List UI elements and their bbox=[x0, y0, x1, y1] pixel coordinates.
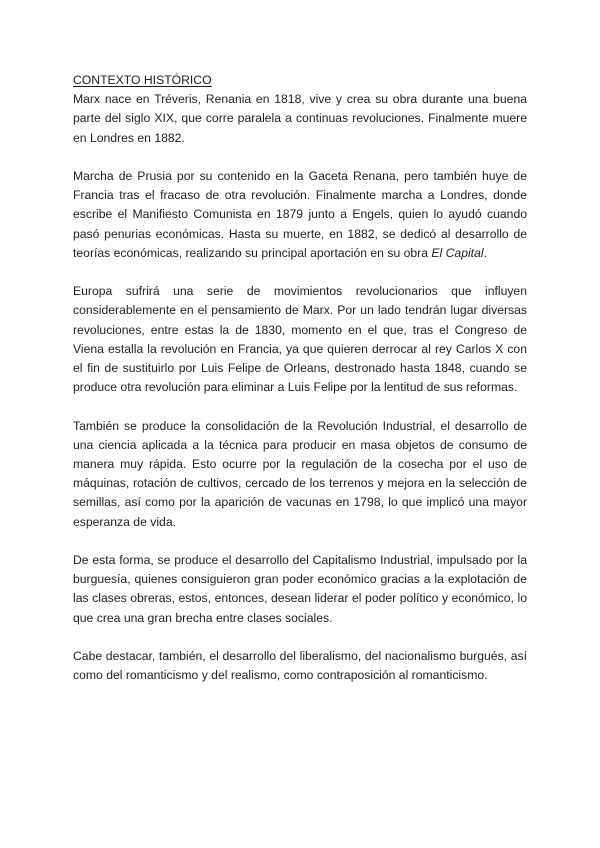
paragraph-4-text: También se produce la consolidación de la Revolución Industrial, el desarrollo de una ciencia aplicada a la técnica para producir en masa objetos de consumo de manera muy rápida. Esto ocurre por la regulación de la cosecha por el uso de máquinas, rotación de cultivos, cercado de los terrenos y mejora en la selección de semillas, así como por la aparición de vacunas en 1798, lo que implicó una mayor esperanza de vida. bbox=[73, 418, 527, 529]
paragraph-1 bbox=[73, 90, 527, 148]
paragraph-5 bbox=[73, 551, 527, 628]
paragraph-6 bbox=[73, 647, 527, 685]
book-title: El Capital bbox=[431, 245, 484, 260]
paragraph-2-end: . bbox=[483, 245, 487, 260]
paragraph-1-text: Marx nace en Tréveris, Renania en 1818, vive y crea su obra durante una buena parte del siglo XIX, que corre paralela a continuas revoluciones. Finalmente muere en Londres en 1882. bbox=[73, 92, 527, 145]
paragraph-3-text: Europa sufrirá una serie de movimientos revolucionarios que influyen considerablemente en el pensamiento de Marx. Por un lado tendrán lugar diversas revoluciones, entre estas la de 1830, momento en el que, tras el Congreso de Viena estalla la revolución en Francia, ya que quieren derrocar al rey Carlos X con el fin de sustituirlo por Luis Felipe de Orleans, destronado hasta 1848, cuando se produce otra revolución para eliminar a Luis Felipe por la lentitud de sus reformas. bbox=[73, 284, 527, 395]
paragraph-3 bbox=[73, 282, 527, 397]
paragraph-6-text: Cabe destacar, también, el desarrollo del liberalismo, del nacionalismo burgués, así como del romanticismo y del realismo, como contraposición al romanticismo. bbox=[73, 649, 527, 683]
paragraph-2 bbox=[73, 167, 527, 263]
section-heading: CONTEXTO HISTÓRICO bbox=[73, 73, 212, 87]
paragraph-2-text: Marcha de Prusia por su contenido en la Gaceta Renana, pero también huye de Francia tras el fracaso de otra revolución. Finalmente marcha a Londres, donde escribe el Manifiesto Comunista en 1879 junto a Engels, quien lo ayudó cuando pasó penurias económicas. Hasta su muerte, en 1882, se dedicó al desarrollo de teorías económicas, realizando su principal aportación en su obra bbox=[73, 169, 527, 260]
paragraph-4 bbox=[73, 417, 527, 532]
paragraph-5-text: De esta forma, se produce el desarrollo del Capitalismo Industrial, impulsado por la burguesía, quienes consiguieron gran poder económico gracias a la explotación de las clases obreras, estos, entonces, desean liderar el poder político y económico, lo que crea una gran brecha entre clases sociales. bbox=[73, 553, 527, 625]
document-body bbox=[73, 71, 527, 705]
